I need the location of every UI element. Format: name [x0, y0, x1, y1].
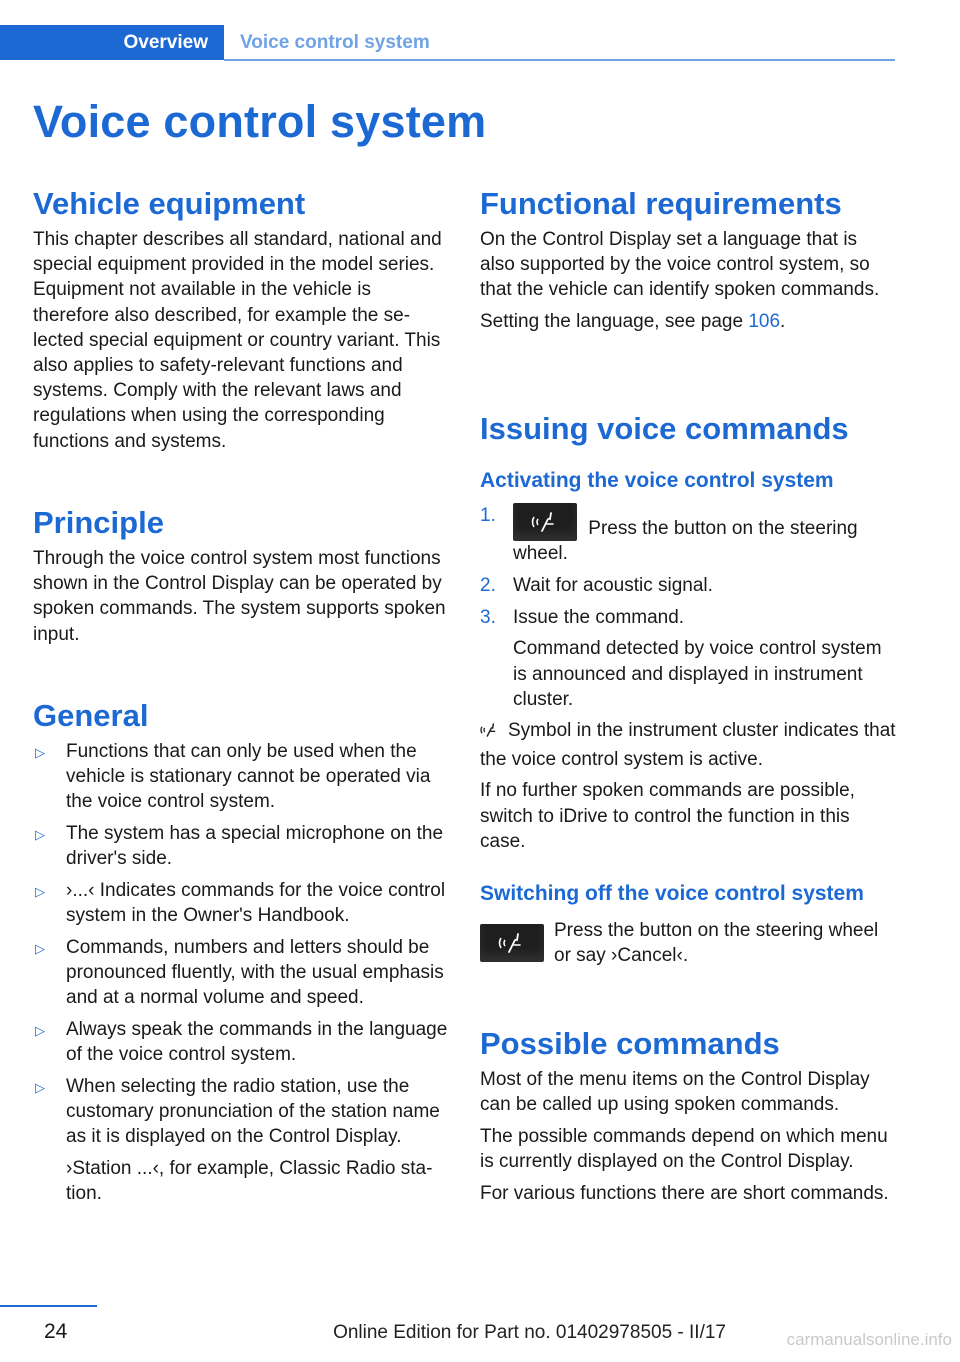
section-switching-off — [480, 880, 896, 974]
setting-prefix: Setting the language, see page — [480, 311, 749, 333]
step-number: 1. — [480, 505, 496, 526]
tab-voice-control-system[interactable]: Voice control system — [240, 31, 430, 53]
list-item — [480, 503, 896, 566]
step-text: Wait for acoustic signal. — [513, 574, 713, 596]
page-number: 24 — [44, 1320, 68, 1343]
heading-vehicle-equipment: Vehicle equipment — [33, 186, 306, 221]
list-item-subtext: ›Station ...‹, for example, Classic Radio station. — [66, 1158, 433, 1205]
header-tabbar — [0, 25, 895, 62]
section-activating — [480, 467, 896, 854]
voice-symbol-icon — [480, 721, 500, 746]
symbol-description: Symbol in the instrument cluster indicates that the voice control system is active. — [480, 720, 896, 770]
setting-suffix: . — [780, 311, 786, 333]
section-vehicle-equipment — [33, 185, 451, 454]
footer-line — [0, 1305, 97, 1307]
list-item — [33, 878, 451, 928]
triangle-bullet-icon: ▷ — [35, 827, 45, 843]
section-principle — [33, 504, 451, 647]
step-number: 2. — [480, 574, 496, 596]
step-text: Press the button on the steering wheel. — [513, 518, 858, 565]
triangle-bullet-icon: ▷ — [35, 884, 45, 900]
possible-p2: The possible commands depend on which menu is currently displayed on the Control Display. — [480, 1125, 888, 1173]
list-item-text: Commands, numbers and letters should be pronounced fluently, with the usual emphasis and at a normal volume and speed. — [66, 936, 444, 1009]
list-item — [33, 935, 451, 1011]
list-item — [480, 605, 896, 712]
triangle-bullet-icon: ▷ — [35, 745, 45, 760]
principle-text: Through the voice control system most functions shown in the Control Display can be operated by spoken commands. The system supports spoken input. — [33, 548, 446, 645]
list-item — [33, 821, 451, 871]
list-item — [480, 573, 896, 598]
section-general — [33, 697, 451, 1213]
switching-off-row — [480, 920, 896, 974]
general-list — [33, 739, 451, 1206]
functional-text: On the Control Display set a language that is also supported by the voice control system, so that the vehicle can identify spoken commands. — [480, 229, 880, 301]
section-issuing-voice-commands — [480, 410, 896, 448]
list-item-text: When selecting the radio station, use the customary pronunciation of the station name as it is displayed on the Control Display. — [66, 1075, 440, 1148]
possible-p3: For various functions there are short commands. — [480, 1182, 889, 1204]
triangle-bullet-icon: ▷ — [35, 940, 45, 956]
section-possible-commands — [480, 1025, 896, 1206]
step-subtext: Command detected by voice control system is announced and displayed in instrument cluster. — [513, 638, 882, 710]
list-item-text: The system has a special microphone on the driver's side. — [66, 823, 444, 870]
heading-switching-off: Switching off the voice control system — [480, 882, 864, 905]
tab-overview[interactable]: Overview — [0, 25, 224, 60]
list-item — [33, 1074, 451, 1207]
heading-issuing-voice-commands: Issuing voice commands — [480, 411, 849, 446]
triangle-bullet-icon: ▷ — [35, 1079, 45, 1095]
page-link-106[interactable]: 106 — [748, 311, 781, 333]
setting-language-text — [480, 309, 896, 334]
list-item-text: ›...‹ Indicates commands for the voice control system in the Owner's Handbook. — [66, 880, 446, 927]
activating-steps — [480, 503, 896, 712]
heading-activating: Activating the voice control system — [480, 469, 834, 492]
list-item-text: Always speak the commands in the language of the voice control system. — [66, 1019, 448, 1066]
list-item — [33, 739, 451, 815]
switching-off-text: Press the button on the steering wheel or say ›Cancel‹. — [554, 920, 879, 967]
step-number: 3. — [480, 606, 496, 628]
list-item — [33, 1017, 451, 1067]
list-item-text: Functions that can only be used when the vehicle is stationary cannot be operated via the voice control system. — [66, 741, 431, 813]
triangle-bullet-icon: ▷ — [35, 1023, 45, 1039]
voice-button-icon — [513, 503, 577, 541]
heading-functional-requirements: Functional requirements — [480, 186, 842, 221]
possible-p1: Most of the menu items on the Control Display can be called up using spoken commands. — [480, 1069, 870, 1116]
voice-button-icon — [480, 924, 544, 962]
vehicle-equipment-text: This chapter describes all standard, national and special equipment provided in the model series. Equipment not available in the vehicle is therefore also described, for example the selected special equipment or country variant. This also applies to safety-relevant functions and systems. Comply with the relevant laws and regulations when using the corresponding functions and systems. — [33, 229, 442, 452]
no-further-text: If no further spoken commands are possible, switch to iDrive to control the function in this case. — [480, 780, 855, 852]
section-functional-requirements — [480, 185, 896, 334]
tab-underline — [224, 59, 895, 61]
symbol-text — [480, 718, 896, 771]
heading-possible-commands: Possible commands — [480, 1026, 780, 1061]
step-text: Issue the command. — [513, 606, 685, 628]
page-title: Voice control system — [33, 96, 487, 147]
edition-text: Online Edition for Part no. 01402978505 - II/17 — [333, 1322, 726, 1343]
heading-general: General — [33, 698, 149, 733]
heading-principle: Principle — [33, 505, 164, 540]
watermark-text: carmanualsonline.info — [786, 1330, 952, 1349]
